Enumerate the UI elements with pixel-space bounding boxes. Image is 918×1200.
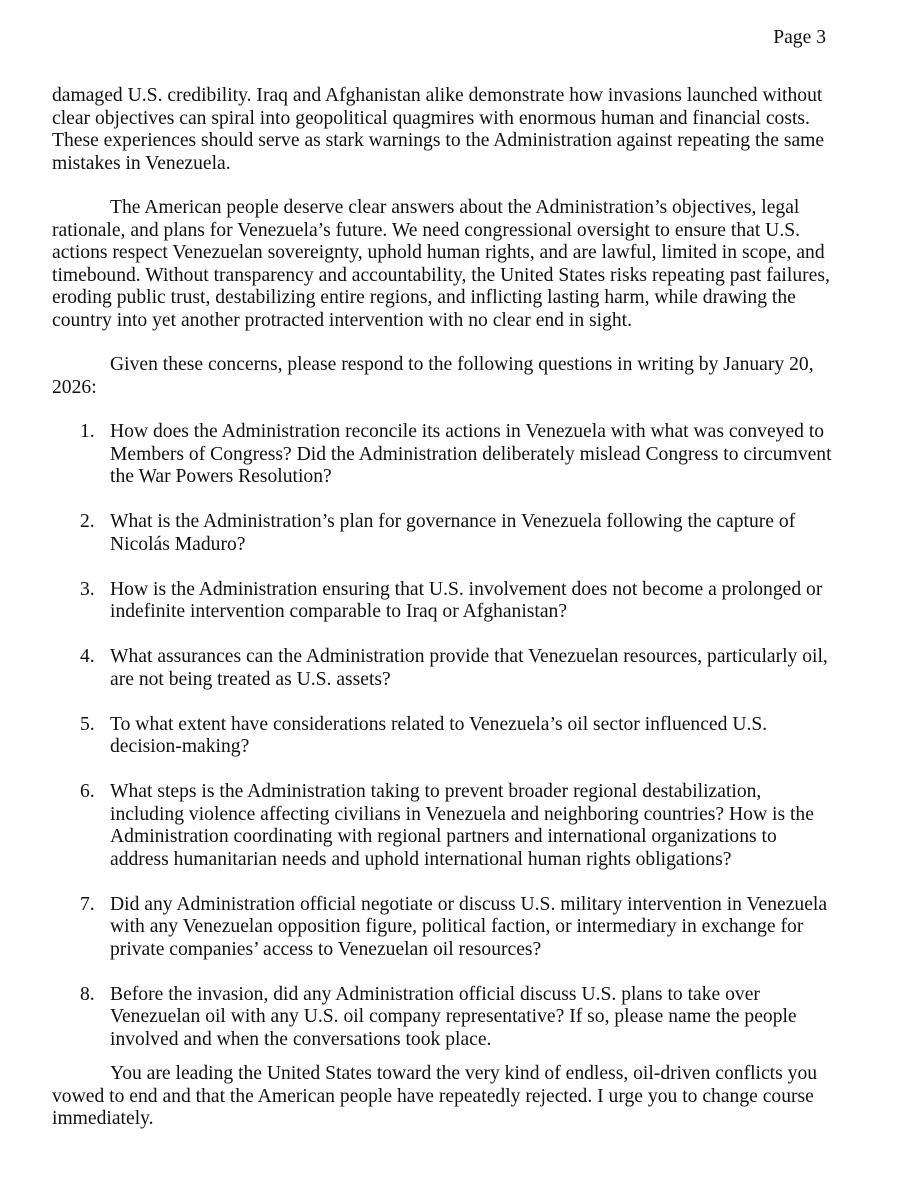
paragraph-closing: You are leading the United States toward the very kind of endless, oil-driven conflicts you vowed to end and that the American people have repeatedly rejected. I urge you to change course immediately. xyxy=(52,1063,818,1129)
question-item xyxy=(52,984,833,1052)
question-number: 5. xyxy=(80,713,95,735)
question-text: How is the Administration ensuring that U.S. involvement does not become a prolonged or indefinite intervention comparable to Iraq or Afghanistan? xyxy=(110,578,823,622)
question-number: 2. xyxy=(80,511,95,532)
question-item xyxy=(52,421,833,489)
question-text: What steps is the Administration taking to prevent broader regional destabilization, including violence affecting civilians in Venezuela and neighboring countries? How is the Administration coordinating with regional partners and international organizations to address humanitarian needs and uphold international human rights obligations? xyxy=(110,781,814,870)
question-text: What assurances can the Administration provide that Venezuelan resources, particularly oil, are not being treated as U.S. assets? xyxy=(110,646,828,690)
paragraph-intro-continuation: damaged U.S. credibility. Iraq and Afghanistan alike demonstrate how invasions launched without clear objectives can spiral into geopolitical quagmires with enormous human and financial costs. These experiences should serve as stark warnings to the Administration against repeating the same mistakes in Venezuela. xyxy=(52,85,825,174)
question-list xyxy=(52,421,833,1051)
question-item xyxy=(52,579,833,624)
page-number: Page 3 xyxy=(773,27,826,48)
question-item xyxy=(52,781,833,871)
question-number: 3. xyxy=(80,578,95,600)
paragraph-request: Given these concerns, please respond to the following questions in writing by January 20, 2026: xyxy=(52,354,814,398)
question-item xyxy=(52,511,833,556)
question-text: What is the Administration’s plan for governance in Venezuela following the capture of Nicolás Maduro? xyxy=(110,511,796,555)
question-text: Did any Administration official negotiate or discuss U.S. military intervention in Venezuela with any Venezuelan opposition figure, political faction, or intermediary in exchange for private companies’ access to Venezuelan oil resources? xyxy=(110,893,828,960)
question-number: 8. xyxy=(80,983,95,1005)
paragraph-american-people: The American people deserve clear answers about the Administration’s objectives, legal rationale, and plans for Venezuela’s future. We need congressional oversight to ensure that U.S. actions respect Venezuelan sovereignty, uphold human rights, and are lawful, limited in scope, and timebound. Without transparency and accountability, the United States risks repeating past failures, eroding public trust, destabilizing entire regions, and inflicting lasting harm, while drawing the country into yet another protracted intervention with no clear end in sight. xyxy=(52,197,830,331)
question-item xyxy=(52,714,833,759)
question-text: To what extent have considerations related to Venezuela’s oil sector influenced U.S. decision-making? xyxy=(110,713,768,757)
question-text: Before the invasion, did any Administration official discuss U.S. plans to take over Venezuelan oil with any U.S. oil company representative? If so, please name the people involved and when the conversations took place. xyxy=(110,983,797,1050)
question-text: How does the Administration reconcile its actions in Venezuela with what was conveyed to Members of Congress? Did the Administration deliberately mislead Congress to circumvent the War Powers Resolution? xyxy=(110,421,832,487)
question-number: 4. xyxy=(80,646,95,667)
question-item xyxy=(52,646,833,691)
question-number: 7. xyxy=(80,893,95,915)
question-number: 6. xyxy=(80,781,95,802)
question-number: 1. xyxy=(80,421,95,442)
question-item xyxy=(52,894,833,962)
letter-body xyxy=(52,85,833,1131)
